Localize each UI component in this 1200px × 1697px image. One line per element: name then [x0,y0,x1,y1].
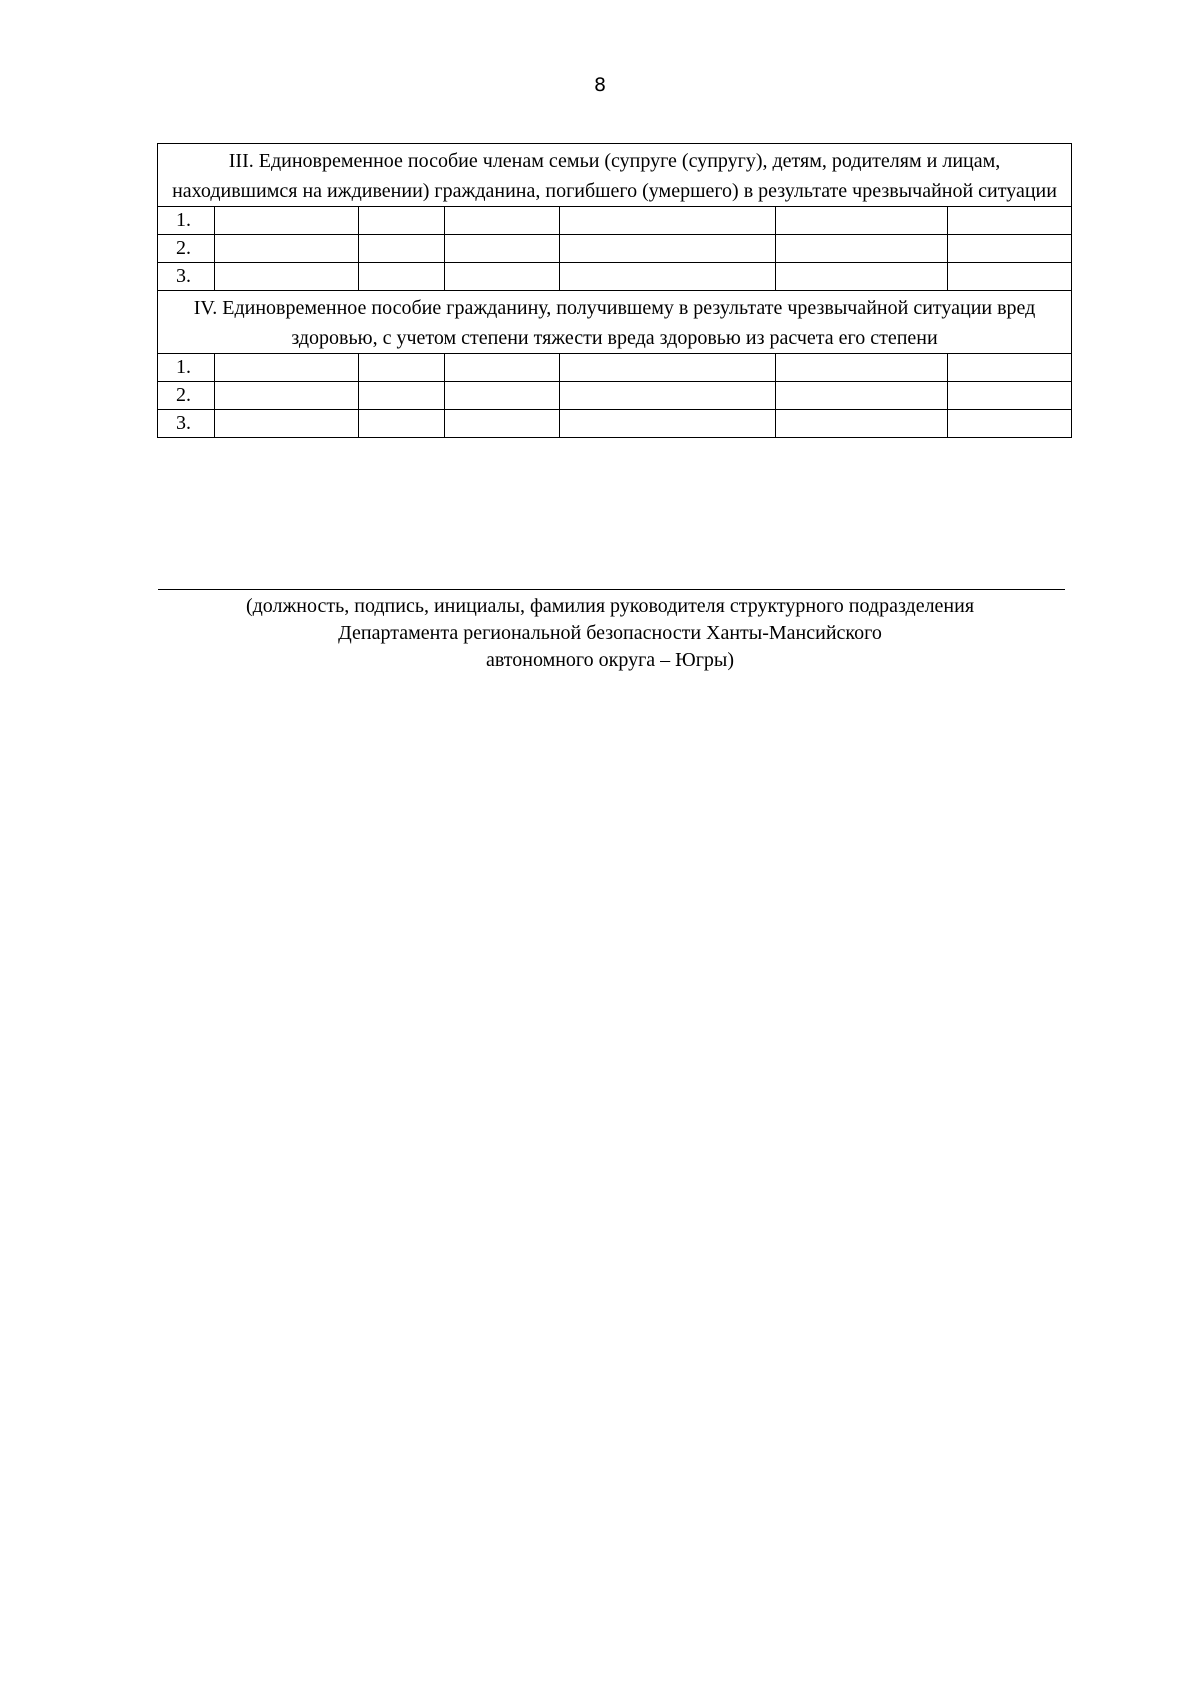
table-cell [948,263,1072,291]
table-cell [560,354,776,382]
signature-caption-line: (должность, подпись, инициалы, фамилия руководителя структурного подразделения [245,595,975,617]
table-row [158,382,1072,410]
table-row [158,207,1072,235]
row-number: 3. [158,410,215,438]
table-cell [776,263,948,291]
table-cell [215,207,359,235]
table-cell [776,207,948,235]
table-cell [776,410,948,438]
row-number: 1. [158,354,215,382]
table-cell [359,410,445,438]
table-cell [948,235,1072,263]
table-row [158,354,1072,382]
row-number: 1. [158,207,215,235]
table-cell [359,263,445,291]
table-cell [776,382,948,410]
row-number: 2. [158,235,215,263]
table-cell [445,410,560,438]
table-cell [948,382,1072,410]
table-cell [445,354,560,382]
section-title: IV. Единовременное пособие гражданину, получившему в результате чрезвычайной ситуации вред здоровью, с учетом степени тяжести вреда здоровью из расчета его степени [158,291,1072,354]
table-cell [359,235,445,263]
table-cell [215,410,359,438]
signature-line [158,589,1065,590]
section-title: III. Единовременное пособие членам семьи (супруге (супругу), детям, родителям и лицам, находившимся на иждивении) гражданина, погибшего (умершего) в результате чрезвычайной ситуации [158,144,1072,207]
page-number: 8 [593,74,607,96]
table-cell [776,354,948,382]
table-cell [560,382,776,410]
table-cell [445,263,560,291]
table-cell [359,207,445,235]
table-cell [948,207,1072,235]
table-cell [560,235,776,263]
row-number: 3. [158,263,215,291]
table-cell [560,207,776,235]
table-cell [776,235,948,263]
table-cell [215,382,359,410]
table-cell [948,354,1072,382]
table-row [158,235,1072,263]
table-cell [948,410,1072,438]
table-cell [215,235,359,263]
table-cell [445,382,560,410]
signature-caption-line: автономного округа – Югры) [485,649,735,671]
table-cell [445,207,560,235]
signature-caption-line: Департамента региональной безопасности Ханты-Мансийского [338,622,882,644]
row-number: 2. [158,382,215,410]
table-cell [560,410,776,438]
section-header-row [158,144,1072,207]
benefits-table [157,143,1072,438]
table-cell [359,382,445,410]
table-cell [215,263,359,291]
table-row [158,410,1072,438]
table-cell [445,235,560,263]
table-cell [560,263,776,291]
section-header-row [158,291,1072,354]
signature-caption [130,593,1090,674]
table-row [158,263,1072,291]
table-cell [359,354,445,382]
table-cell [215,354,359,382]
